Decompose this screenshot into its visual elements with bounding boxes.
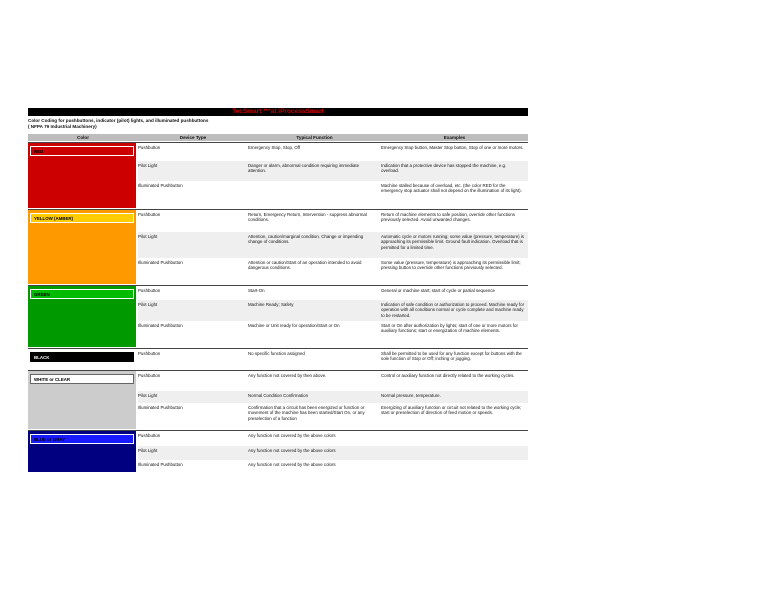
- color-label: GREEN: [30, 289, 134, 299]
- color-group: [28, 142, 528, 208]
- table-row: [138, 431, 528, 446]
- examples-cell: Indication that a protective device has stopped the machine, e.g. overload.: [381, 163, 507, 174]
- group-rows: [138, 431, 528, 472]
- device-type-cell: Pushbutton: [138, 212, 161, 217]
- color-group: [28, 209, 528, 284]
- group-rows: [138, 349, 528, 369]
- device-type-cell: Illuminated Pushbutton: [138, 462, 183, 467]
- examples-cell: Shall be permitted to be used for any function except for buttons with the sole function of Stop or Off; inching or jogging.: [381, 351, 522, 362]
- device-type-cell: Pushbutton: [138, 373, 161, 378]
- device-type-cell: Pushbutton: [138, 288, 161, 293]
- device-type-cell: Illuminated Pushbutton: [138, 260, 183, 265]
- color-label: BLACK: [30, 352, 134, 362]
- typical-function-cell: Confirmation that a circuit has been energized or function or movement of the machine has been started/Start On, or any preselection of a function: [248, 405, 365, 421]
- color-label: WHITE or CLEAR: [30, 374, 134, 384]
- color-group: [28, 348, 528, 369]
- header-device-type: Device Type: [179, 135, 207, 140]
- color-swatch: [28, 349, 136, 369]
- table-row: [138, 349, 528, 369]
- device-type-cell: Pilot Light: [138, 448, 158, 453]
- color-groups: [28, 142, 528, 472]
- examples-cell: Automatic cycle or motors running; some value (pressure, temperature) is approaching its permissible limit. Ground fault indication. Overload that is permitted for a limited time.: [381, 234, 524, 250]
- typical-function-cell: No specific function assigned: [248, 351, 305, 356]
- typical-function-cell: Any function not covered by the above colors: [248, 448, 336, 453]
- header-typical-function: Typical Function: [296, 135, 333, 140]
- table-row: [138, 391, 528, 403]
- group-rows: [138, 371, 528, 429]
- device-type-cell: Illuminated Pushbutton: [138, 323, 183, 328]
- typical-function-cell: Danger or alarm, abnormal condition requiring immediate attention.: [248, 163, 360, 174]
- table-row: [138, 210, 528, 232]
- header-examples: Examples: [443, 135, 466, 140]
- device-type-cell: Pilot Light: [138, 302, 158, 307]
- color-swatch: [28, 431, 136, 472]
- spreadsheet-page: [28, 108, 528, 472]
- typical-function-cell: Any function not covered by then above.: [248, 373, 327, 378]
- color-label: BLUE or GRAY: [30, 434, 134, 444]
- color-group: [28, 430, 528, 472]
- typical-function-cell: Start-On: [248, 288, 265, 293]
- sheet-subtitle: Color Coding for pushbuttons, indicator (pilot) lights, and illuminated pushbuttons ( NFPA 79 Industrial Machinery): [28, 118, 209, 129]
- device-type-cell: Illuminated Pushbutton: [138, 405, 183, 410]
- typical-function-cell: Machine or Unit ready for operation/Start or On: [248, 323, 340, 328]
- table-row: [138, 300, 528, 321]
- typical-function-cell: Emergency Stop, Stop, Off: [248, 145, 301, 150]
- typical-function-cell: Attention or caution/Start of an operation intended to avoid dangerous conditions.: [248, 260, 362, 271]
- table-row: [138, 460, 528, 472]
- group-rows: [138, 286, 528, 347]
- examples-cell: Energizing of auxiliary function or circuit not related to the working cycle; start or preselection of direction of feed motion or speeds.: [381, 405, 522, 416]
- group-rows: [138, 143, 528, 208]
- examples-cell: Return of machine elements to safe position, override other functions previously selected. Avoid unwanted changes.: [381, 212, 515, 223]
- examples-cell: General or machine start; start of cycle or partial sequence: [381, 288, 495, 293]
- typical-function-cell: Machine Ready; Safety: [248, 302, 294, 307]
- color-group: [28, 370, 528, 429]
- table-row: [138, 161, 528, 181]
- typical-function-cell: Normal Condition Confirmation: [248, 393, 309, 398]
- table-row: [138, 143, 528, 161]
- examples-cell: Normal pressure, temperature.: [381, 393, 441, 398]
- examples-cell: Indication of safe condition or authorization to proceed. Machine ready for operation with all conditions normal or cycle complete and machine ready to be restarted.: [381, 302, 525, 318]
- table-row: [138, 232, 528, 258]
- typical-function-cell: Return, Emergency Return, Intervention - suppress abnormal conditions.: [248, 212, 367, 223]
- device-type-cell: Pilot Light: [138, 393, 158, 398]
- banner-title: TecSmart ***at iProcessSmart: [28, 108, 528, 116]
- header-color: Color: [77, 135, 89, 140]
- table-row: [138, 286, 528, 300]
- typical-function-cell: [248, 183, 381, 206]
- examples-cell: Machine stalled because of overload, etc. (the color RED for the emergency stop actuator shall not depend on the illumination of its light).: [381, 183, 522, 194]
- table-row: [138, 258, 528, 284]
- color-label: RED: [30, 146, 134, 156]
- typical-function-cell: Attention, caution/marginal condition. Change or impending change of conditions.: [248, 234, 364, 245]
- table-row: [138, 403, 528, 429]
- device-type-cell: Pushbutton: [138, 351, 161, 356]
- color-group: [28, 285, 528, 347]
- examples-cell: Control or auxiliary function not directly related to the working cycles.: [381, 373, 515, 378]
- examples-cell: Some value (pressure, temperature) is approaching its permissible limit; pressing button to override other functions previously selected.: [381, 260, 521, 271]
- device-type-cell: Pilot Light: [138, 234, 158, 239]
- color-swatch: [28, 371, 136, 429]
- table-row: [138, 371, 528, 391]
- typical-function-cell: Any function not covered by the above colors: [248, 462, 336, 467]
- color-swatch: [28, 286, 136, 347]
- table-row: [138, 446, 528, 460]
- color-swatch: [28, 210, 136, 284]
- examples-cell: [381, 448, 528, 458]
- table-row: [138, 181, 528, 208]
- device-type-cell: Pilot Light: [138, 163, 158, 168]
- examples-cell: Start or On after authorization by lights; start of one or more motors for auxiliary functions; start or energization of machine elements.: [381, 323, 518, 334]
- examples-cell: [381, 462, 528, 470]
- color-label: YELLOW (AMBER): [30, 213, 134, 223]
- examples-cell: Emergency Stop button, Master Stop button, Stop of one or more motors.: [381, 145, 524, 150]
- device-type-cell: Pushbutton: [138, 145, 161, 150]
- device-type-cell: Illuminated Pushbutton: [138, 183, 183, 188]
- device-type-cell: Pushbutton: [138, 433, 161, 438]
- typical-function-cell: Any function not covered by the above colors: [248, 433, 336, 438]
- examples-cell: [381, 433, 528, 444]
- color-swatch: [28, 143, 136, 208]
- table-row: [138, 321, 528, 347]
- table-header: [28, 134, 528, 141]
- group-rows: [138, 210, 528, 284]
